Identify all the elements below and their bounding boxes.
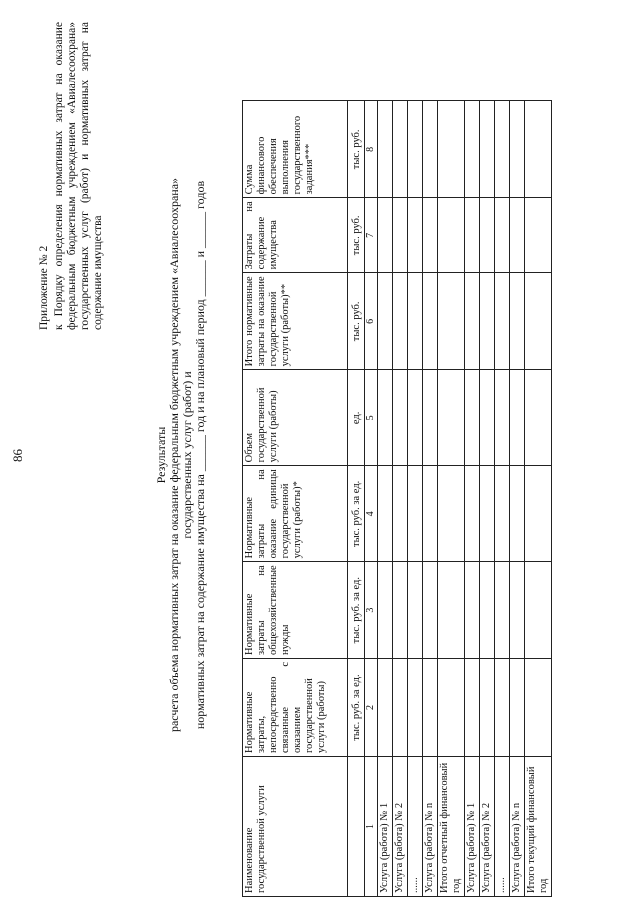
table-body (378, 101, 552, 897)
unit-cell: тыс. руб. за ед. (348, 659, 365, 757)
empty-cell (495, 466, 510, 562)
table-row (423, 101, 438, 897)
row-label: Услуга (работа) № n (510, 757, 525, 897)
empty-cell (495, 273, 510, 370)
header-cell: Сумма финансового обеспечения выполнения государственного задания*** (243, 101, 348, 198)
row-label: Услуга (работа) № 2 (393, 757, 408, 897)
empty-cell (438, 466, 465, 562)
column-number: 5 (365, 370, 378, 466)
header-cell: Наименование государственной услуги (243, 757, 348, 897)
column-number: 1 (365, 757, 378, 897)
empty-cell (525, 273, 552, 370)
document-title (155, 175, 207, 735)
empty-cell (408, 101, 423, 198)
empty-cell (465, 659, 480, 757)
unit-cell: тыс. руб. (348, 101, 365, 198)
empty-cell (408, 198, 423, 273)
empty-cell (378, 273, 393, 370)
column-number: 8 (365, 101, 378, 198)
empty-cell (510, 273, 525, 370)
empty-cell (438, 273, 465, 370)
results-table (242, 100, 552, 897)
unit-cell (348, 757, 365, 897)
empty-cell (465, 370, 480, 466)
empty-cell (495, 562, 510, 659)
empty-cell (438, 562, 465, 659)
table-row (510, 101, 525, 897)
empty-cell (465, 466, 480, 562)
row-label: Услуга (работа) № 1 (465, 757, 480, 897)
title-line-2: расчета объема нормативных затрат на оказание федеральным бюджетным учреждением «Авиалесоохрана» государственных услуг (работ) и (167, 177, 194, 733)
row-label: Итого отчетный финансовый год (438, 757, 465, 897)
table-row (408, 101, 423, 897)
empty-cell (495, 659, 510, 757)
empty-cell (378, 370, 393, 466)
table-row (525, 101, 552, 897)
empty-cell (438, 370, 465, 466)
empty-cell (378, 198, 393, 273)
table-row (438, 101, 465, 897)
empty-cell (465, 101, 480, 198)
column-number: 6 (365, 273, 378, 370)
appendix-title: Приложение № 2 (38, 245, 50, 330)
empty-cell (480, 101, 495, 198)
empty-cell (393, 370, 408, 466)
empty-cell (378, 562, 393, 659)
unit-cell: ед. (348, 370, 365, 466)
empty-cell (525, 101, 552, 198)
appendix-note (38, 22, 105, 330)
empty-cell (438, 101, 465, 198)
empty-cell (525, 466, 552, 562)
empty-cell (393, 466, 408, 562)
empty-cell (480, 466, 495, 562)
row-label: Услуга (работа) № 2 (480, 757, 495, 897)
title-line-1: Результаты (154, 426, 168, 484)
title-line-3: нормативных затрат на содержание имущества на ______ год и на плановый период ______ и ______ годов (193, 180, 207, 730)
empty-cell (525, 370, 552, 466)
column-numbers-row (365, 101, 378, 897)
empty-cell (510, 562, 525, 659)
empty-cell (423, 466, 438, 562)
empty-cell (510, 370, 525, 466)
empty-cell (465, 198, 480, 273)
empty-cell (423, 659, 438, 757)
empty-cell (525, 562, 552, 659)
empty-cell (495, 370, 510, 466)
empty-cell (378, 659, 393, 757)
unit-cell: тыс. руб. за ед. (348, 466, 365, 562)
empty-cell (465, 562, 480, 659)
empty-cell (480, 659, 495, 757)
column-number: 3 (365, 562, 378, 659)
column-number: 4 (365, 466, 378, 562)
units-row (348, 101, 365, 897)
row-label: ...... (408, 757, 423, 897)
empty-cell (378, 101, 393, 198)
table-row (393, 101, 408, 897)
table-row (378, 101, 393, 897)
empty-cell (495, 101, 510, 198)
row-label: Услуга (работа) № 1 (378, 757, 393, 897)
empty-cell (408, 273, 423, 370)
empty-cell (480, 273, 495, 370)
empty-cell (408, 562, 423, 659)
header-cell: Объем государственной услуги (работы) (243, 370, 348, 466)
table-row (495, 101, 510, 897)
column-number: 7 (365, 198, 378, 273)
unit-cell: тыс. руб. за ед. (348, 562, 365, 659)
empty-cell (408, 659, 423, 757)
empty-cell (438, 198, 465, 273)
header-cell: Нормативные затраты, непосредственно связанные с оказанием государственной услуги (работы) (243, 659, 348, 757)
empty-cell (480, 370, 495, 466)
empty-cell (480, 562, 495, 659)
header-cell: Итого нормативные затраты на оказание государственной услуги (работы)** (243, 273, 348, 370)
empty-cell (510, 101, 525, 198)
empty-cell (465, 273, 480, 370)
empty-cell (423, 198, 438, 273)
empty-cell (393, 273, 408, 370)
header-row (243, 101, 348, 897)
row-label: ...... (495, 757, 510, 897)
table-row (465, 101, 480, 897)
table-row (480, 101, 495, 897)
empty-cell (393, 659, 408, 757)
header-cell: Нормативные затраты на оказание единицы государственной услуги (работы)* (243, 466, 348, 562)
empty-cell (438, 659, 465, 757)
row-label: Итого текущий финансовый год (525, 757, 552, 897)
unit-cell: тыс. руб. (348, 198, 365, 273)
unit-cell: тыс. руб. (348, 273, 365, 370)
empty-cell (393, 562, 408, 659)
empty-cell (423, 370, 438, 466)
empty-cell (378, 466, 393, 562)
empty-cell (423, 562, 438, 659)
empty-cell (393, 101, 408, 198)
row-label: Услуга (работа) № n (423, 757, 438, 897)
page-number: 86 (10, 449, 25, 462)
appendix-text: к Порядку определения нормативных затрат на оказание федеральным бюджетным учреждением «Авиалесоохрана» государственных услуг (работ) и нормативных затрат на содержание имущества (53, 22, 104, 330)
column-number: 2 (365, 659, 378, 757)
header-cell: Нормативные затраты на общехозяйственные нужды (243, 562, 348, 659)
header-cell: Затраты на содержание имущества (243, 198, 348, 273)
empty-cell (510, 659, 525, 757)
empty-cell (510, 198, 525, 273)
empty-cell (480, 198, 495, 273)
empty-cell (423, 273, 438, 370)
empty-cell (495, 198, 510, 273)
empty-cell (525, 659, 552, 757)
empty-cell (408, 466, 423, 562)
empty-cell (393, 198, 408, 273)
empty-cell (510, 466, 525, 562)
empty-cell (423, 101, 438, 198)
empty-cell (408, 370, 423, 466)
empty-cell (525, 198, 552, 273)
